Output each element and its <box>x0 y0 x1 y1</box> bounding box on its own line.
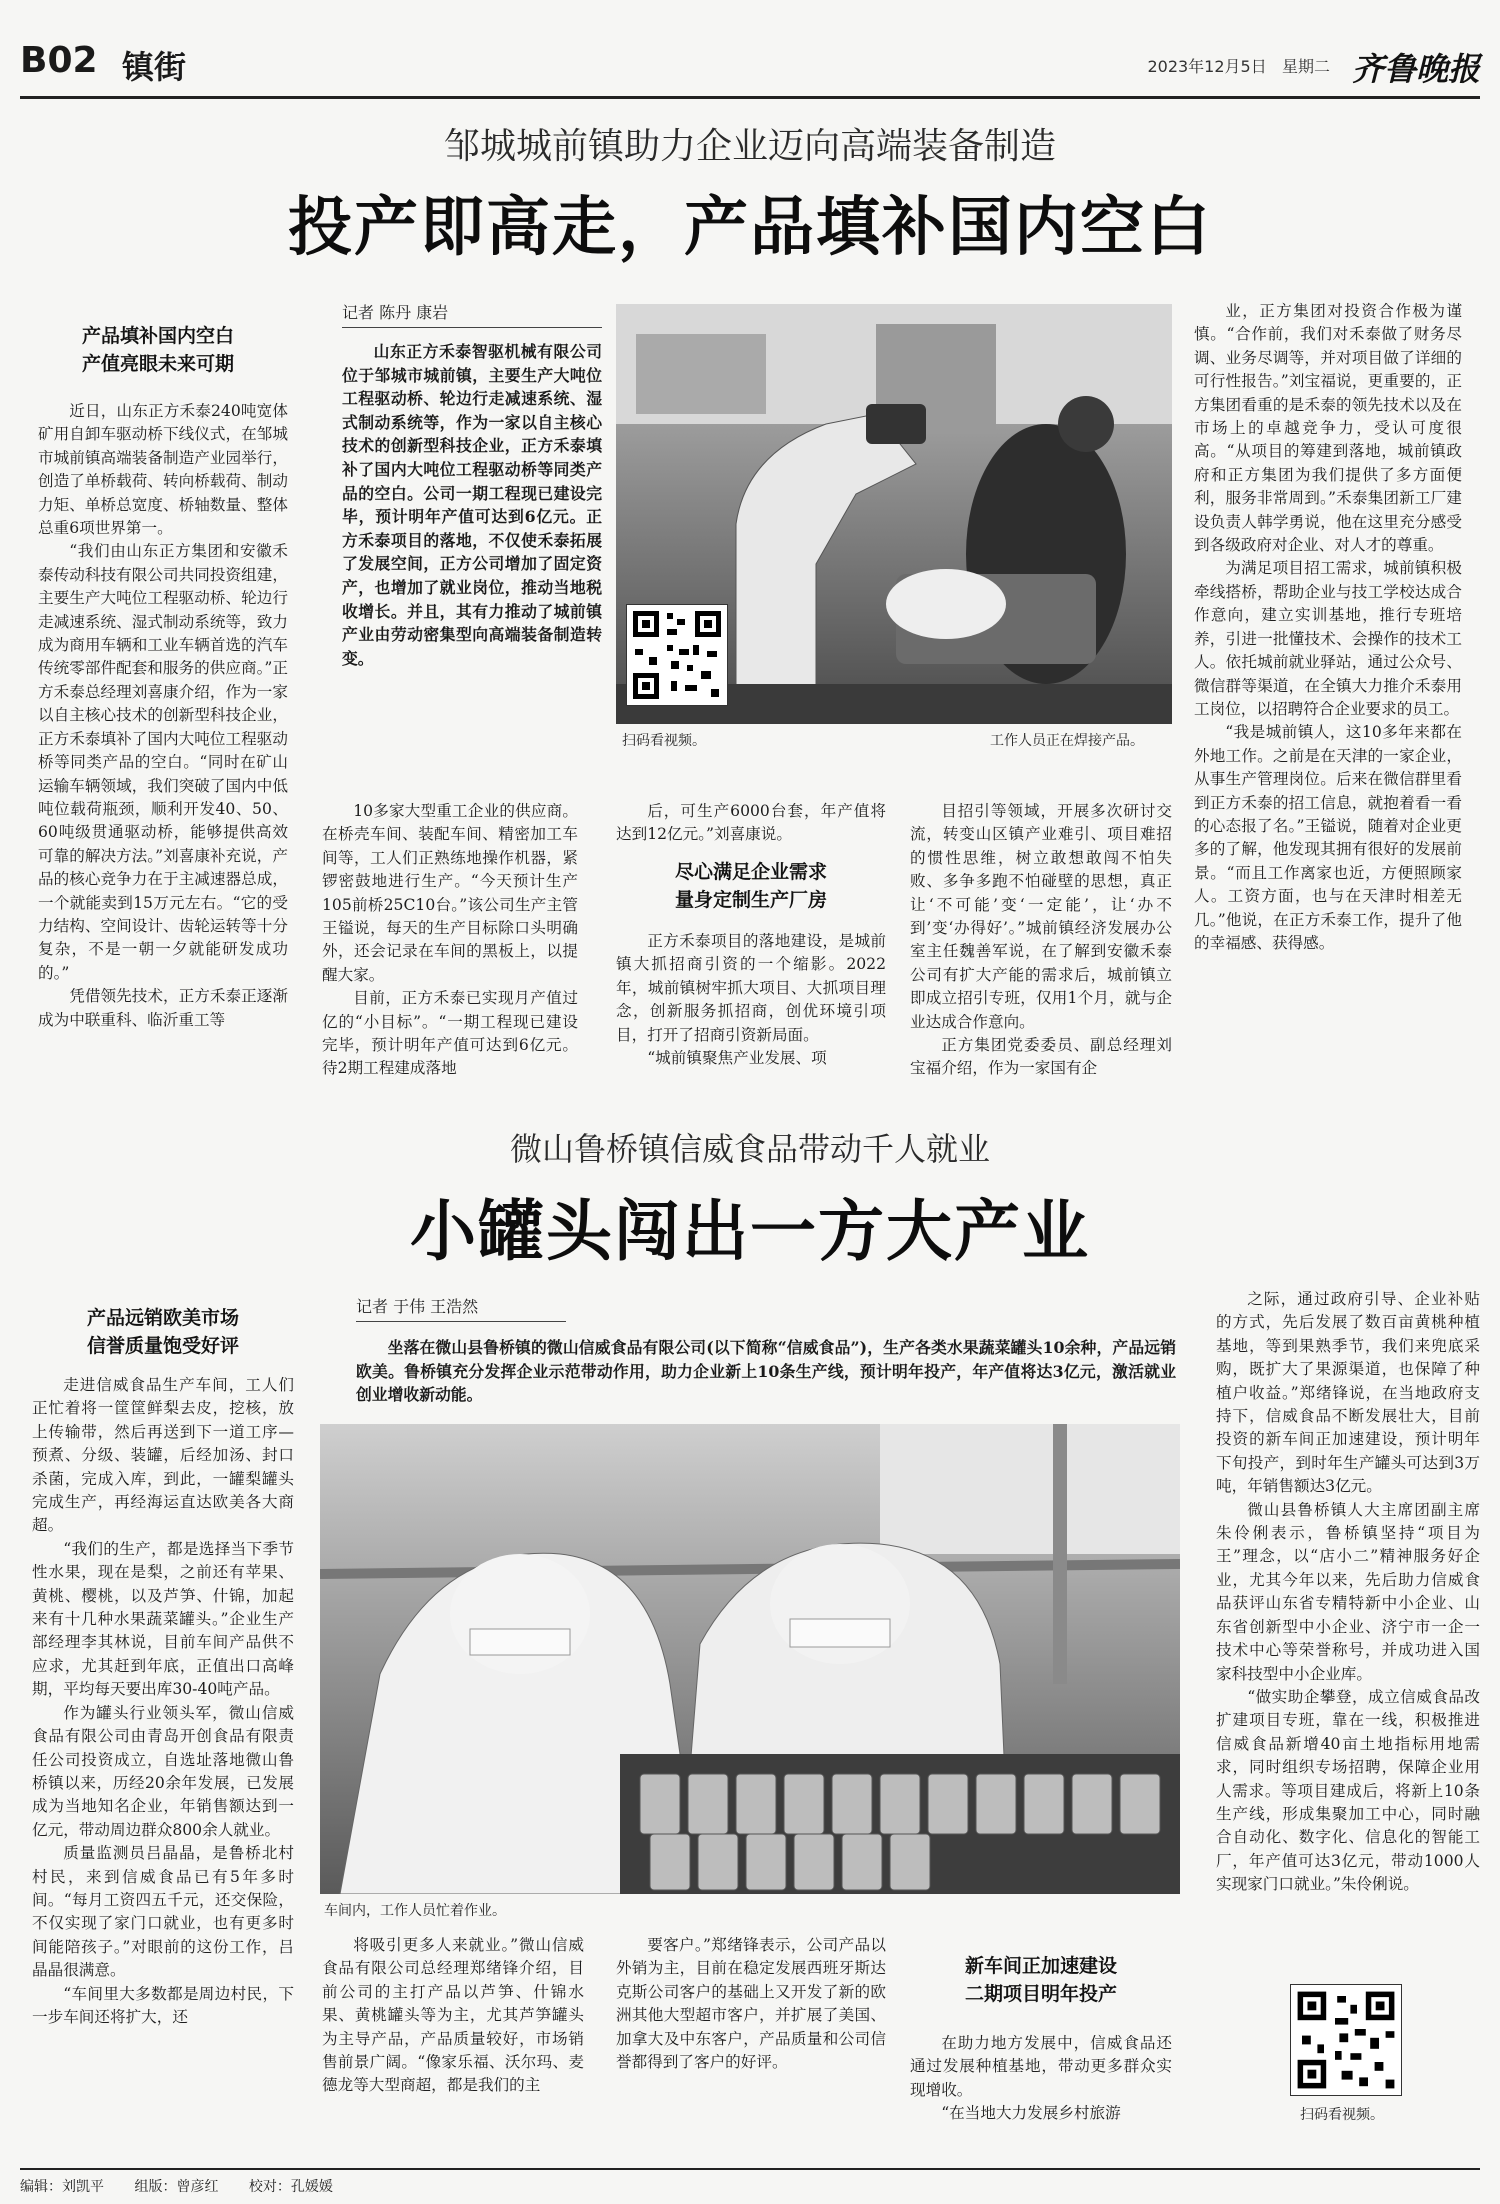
article2-lead <box>356 1336 1176 1407</box>
paragraph: 目招引等领域，开展多次研讨交流，转变山区镇产业难引、项目难招的惯性思维，树立敢想敢闯不怕失败、多争多跑不怕碰壁的思想，真正让‘不可能’变‘一定能’，让‘办不到’变‘办得好’。”城前镇经济发展办公室主任魏善军说，在了解到安徽禾泰公司有扩大产能的需求后，城前镇立即成立招引专班，仅用1个月，就与企业达成合作意向。 <box>910 802 1172 1031</box>
qr-caption: 扫码看视频。 <box>1300 2107 1384 2123</box>
paragraph: 走进信威食品生产车间，工人们正忙着将一筐筐鲜梨去皮，挖核，放上传输带，然后再送到下一道工序—预煮、分级、装罐，后经加汤、封口杀菌，完成入库，到此，一罐梨罐头完成生产，再经海运直达欧美各大商超。 <box>32 1376 294 1535</box>
article2-byline: 记者 于伟 王浩然 <box>356 1294 566 1322</box>
article1-lead <box>342 340 602 670</box>
article2-subtitle: 微山鲁桥镇信威食品带动千人就业 <box>509 1130 990 1168</box>
paragraph: 要客户。”郑绪锋表示，公司产品以外销为主，目前在稳定发展西班牙斯达克斯公司客户的基础上又开发了新的欧洲其他大型超市客户，并扩展了美国、加拿大及中东客户，产品质量和公司信誉都得到了客户的好评。 <box>616 1936 886 2072</box>
article1-section2-title: 尽心满足企业需求 量身定制生产厂房 <box>674 861 827 911</box>
paragraph: “车间里大多数都是周边村民，下一步车间还将扩大，还 <box>32 1984 294 2026</box>
lead-paragraph: 山东正方禾泰智驱机械有限公司位于邹城市城前镇，主要生产大吨位工程驱动桥、轮边行走减速系统、湿式制动系统等，作为一家以自主核心技术的创新型科技企业，正方禾泰填补了国内大吨位工程驱动桥等同类产品的空白。公司一期工程现已建设完毕，预计明年产值可达到6亿元。正方禾泰项目的落地，不仅使禾泰拓展了发展空间，正方公司增加了固定资产，也增加了就业岗位，推动当地税收增长。并且，其有力推动了城前镇产业由劳动密集型向高端装备制造转变。 <box>342 342 602 668</box>
article2-column-1 <box>32 1374 294 2029</box>
page-footer <box>20 2168 1480 2196</box>
paragraph: 作为罐头行业领头军，微山信威食品有限公司由青岛开创食品有限责任公司投资成立，自选址落地微山鲁桥镇以来，历经20余年发展，已发展成为当地知名企业，年销售额达到一亿元，带动周边群众800余人就业。 <box>32 1703 294 1839</box>
article2-section1-title: 产品远销欧美市场 信誉质量饱受好评 <box>86 1307 239 1357</box>
article1-column-2 <box>322 800 578 1081</box>
qr-code-icon <box>1291 1985 1401 2095</box>
article2-column-3 <box>616 1934 886 2074</box>
article2-column-5 <box>1216 1288 1480 1897</box>
paragraph: “我们的生产，都是选择当下季节性水果，现在是梨，之前还有苹果、黄桃、樱桃，以及芦笋、什锦，加起来有十几种水果蔬菜罐头。”企业生产部经理李其林说，目前车间产品供不应求，尤其赶到年底，正值出口高峰期，平均每天要出库30-40吨产品。 <box>32 1539 294 1699</box>
article2-column-2 <box>322 1934 584 2098</box>
article1-headline: 投产即高走，产品填补国内空白 <box>288 190 1212 265</box>
welding-photo <box>616 304 1172 724</box>
cannery-photo-image <box>320 1424 1180 1894</box>
proofreader-credit: 校对：孔媛媛 <box>248 2179 333 2195</box>
article1-column-4 <box>910 800 1172 1081</box>
paragraph: 业，正方集团对投资合作极为谨慎。“合作前，我们对禾泰做了财务尽调、业务尽调等，并对项目做了详细的可行性报告。”刘宝福说，更重要的，正方集团看重的是禾泰的领先技术以及在市场上的卓越竞争力，受认可度很高。“从项目的筹建到落地，城前镇政府和正方集团为我们提供了多方面便利，服务非常周到。”禾泰集团新工厂建设负责人韩学勇说，他在这里充分感受到各级政府对企业、对人才的尊重。 <box>1194 302 1462 555</box>
paragraph: 凭借领先技术，正方禾泰正逐渐成为中联重科、临沂重工等 <box>38 987 288 1029</box>
paragraph: 为满足项目招工需求，城前镇积极牵线搭桥，帮助企业与技工学校达成合作意向，建立实训基地，推行专班培养，引进一批懂技术、会操作的技术工人。依托城前就业驿站，通过公众号、微信群等渠道，在全镇大力推介禾泰用工岗位，以招聘符合企业要求的员工。 <box>1194 559 1462 718</box>
article1-column-5 <box>1194 300 1462 955</box>
paragraph: 微山县鲁桥镇人大主席团副主席朱伶俐表示，鲁桥镇坚持“项目为王”理念，以“店小二”精神服务好企业，尤其今年以来，先后助力信威食品获评山东省专精特新中小企业、山东省创新型中小企业、济宁市一企一技术中心等荣誉称号，并成功进入国家科技型中小企业库。 <box>1216 1500 1480 1683</box>
paragraph: 正方集团党委委员、副总经理刘宝福介绍，作为一家国有企 <box>910 1036 1172 1078</box>
qr-code[interactable] <box>626 604 728 706</box>
article1-subtitle: 邹城城前镇助力企业迈向高端装备制造 <box>443 126 1056 167</box>
article2-section2-title: 新车间正加速建设 二期项目明年投产 <box>964 1955 1117 2005</box>
lead-paragraph: 坐落在微山县鲁桥镇的微山信威食品有限公司(以下简称“信威食品”)，生产各类水果蔬菜罐头10余种，产品远销欧美。鲁桥镇充分发挥企业示范带动作用，助力企业新上10条生产线，预计明年投产，年产值将达3亿元，激活就业创业增收新动能。 <box>356 1338 1176 1405</box>
article2-headline: 小罐头闯出一方大产业 <box>410 1192 1090 1270</box>
qr-code-icon <box>627 605 727 705</box>
paragraph: “做实助企攀登，成立信威食品改扩建项目专班，靠在一线，积极推进信威食品新增40亩土地指标用地需求，同时组织专场招聘，保障企业用人需求。等项目建成后，将新上10条生产线，形成集聚加工中心，同时融合自动化、数字化、信息化的智能工厂，年产值可达3亿元，带动1000人实现家门口就业。”朱伶俐说。 <box>1216 1687 1480 1894</box>
paragraph: “城前镇聚焦产业发展、项 <box>647 1049 827 1068</box>
article1-section1-title: 产品填补国内空白 产值亮眼未来可期 <box>81 325 234 375</box>
article1-column-3 <box>616 800 886 847</box>
article1-column-1 <box>38 400 288 1032</box>
date: 2023年12月5日 <box>1147 57 1267 76</box>
photo-caption: 工作人员正在焊接产品。 <box>990 733 1144 749</box>
page-header <box>20 40 1480 99</box>
paragraph: “在当地大力发展乡村旅游 <box>941 2104 1121 2123</box>
qr-caption: 扫码看视频。 <box>622 733 706 749</box>
paragraph: 将吸引更多人来就业。”微山信威食品有限公司总经理郑绪锋介绍，目前公司的主打产品以芦笋、什锦水果、黄桃罐头等为主，尤其芦笋罐头为主导产品，产品质量较好，市场销售前景广阔。“像家乐福、沃尔玛、麦德龙等大型商超，都是我们的主 <box>322 1936 584 2095</box>
qr-code[interactable] <box>1290 1984 1402 2096</box>
newspaper-logo: 齐鲁晚报 <box>1351 50 1480 88</box>
page-number: B02 <box>20 40 98 81</box>
cannery-photo <box>320 1424 1180 1894</box>
issue-date <box>1147 54 1330 77</box>
paragraph: 质量监测员吕晶晶，是鲁桥北村村民，来到信威食品已有5年多时间。“每月工资四五千元，还交保险，不仅实现了家门口就业，也有更多时间能陪孩子。”对眼前的这份工作，吕晶晶很满意。 <box>32 1844 294 1980</box>
designer-credit: 组版：曾彦红 <box>134 2179 219 2195</box>
paragraph: 之际，通过政府引导、企业补贴的方式，先后发展了数百亩黄桃种植基地，等到果熟季节，我们来兜底采购，既扩大了果源渠道，也保障了种植户收益。”郑绪锋说，在当地政府支持下，信威食品不断发展壮大，目前投资的新车间正加速建设，预计明年下旬投产，到时年生产罐头可达到3万吨，年销售额达3亿元。 <box>1216 1290 1480 1496</box>
article1-byline: 记者 陈丹 康岩 <box>342 300 602 328</box>
article2-column-4 <box>910 2032 1172 2126</box>
paragraph: “我们由山东正方集团和安徽禾泰传动科技有限公司共同投资组建，主要生产大吨位工程驱动桥、轮边行走减速系统、湿式制动系统等，致力成为商用车辆和工业车辆首选的汽车传统零部件配套和服务的供应商。”正方禾泰总经理刘喜康介绍，作为一家以自主核心技术的创新型科技企业，正方禾泰填补了国内大吨位工程驱动桥等同类产品的空白。“同时在矿山运输车辆领域，我们突破了国内中低吨位载荷瓶颈，顺利开发40、50、60吨级贯通驱动桥，能够提供高效可靠的解决方法。”刘喜康补充说，产品的核心竞争力在于主减速器总成，一个就能卖到15万元左右。“它的受力结构、空间设计、齿轮运转等十分复杂，不是一朝一夕就能研发成功的。” <box>38 542 288 982</box>
paragraph: 在助力地方发展中，信威食品还通过发展种植基地，带动更多群众实现增收。 <box>910 2034 1172 2099</box>
paragraph: 正方禾泰项目的落地建设，是城前镇大抓招商引资的一个缩影。2022年，城前镇树牢抓大项目、大抓项目理念，创新服务抓招商，创优环境引项目，打开了招商引资新局面。 <box>616 932 886 1044</box>
editor-credit: 编辑：刘凯平 <box>20 2179 104 2195</box>
paragraph: 目前，正方禾泰已实现月产值过亿的“小目标”。“一期工程现已建设完毕，预计明年产值可达到6亿元。待2期工程建成落地 <box>322 989 578 1078</box>
paragraph: 近日，山东正方禾泰240吨宽体矿用自卸车驱动桥下线仪式，在邹城市城前镇高端装备制造产业园举行，创造了单桥载荷、转向桥载荷、制动力矩、单桥总宽度、桥轴数量、整体总重6项世界第一。 <box>38 402 288 538</box>
paragraph: “我是城前镇人，这10多年来都在外地工作。之前是在天津的一家企业，从事生产管理岗位。后来在微信群里看到正方禾泰的招工信息，就抱着看一看的心态报了名。”王镒说，随着对企业更多的了解，他发现其拥有很好的发展前景。“而且工作离家也近，方便照顾家人。工资方面，也与在天津时相差无几。”他说，在正方禾泰工作，提升了他的幸福感、获得感。 <box>1194 723 1462 952</box>
article1-column-3b <box>616 930 886 1070</box>
photo-caption: 车间内，工作人员忙着作业。 <box>324 1903 506 1919</box>
section-name: 镇街 <box>122 48 187 86</box>
paragraph: 10多家大型重工企业的供应商。在桥壳车间、装配车间、精密加工车间等，工人们正熟练地操作机器，紧锣密鼓地进行生产。“今天预计生产105前桥25C10台。”该公司生产主管王镒说，每天的生产目标除口头明确外，还会记录在车间的黑板上，以提醒大家。 <box>322 802 578 984</box>
paragraph: 后，可生产6000台套，年产值将达到12亿元。”刘喜康说。 <box>616 802 886 844</box>
weekday: 星期二 <box>1281 57 1330 76</box>
